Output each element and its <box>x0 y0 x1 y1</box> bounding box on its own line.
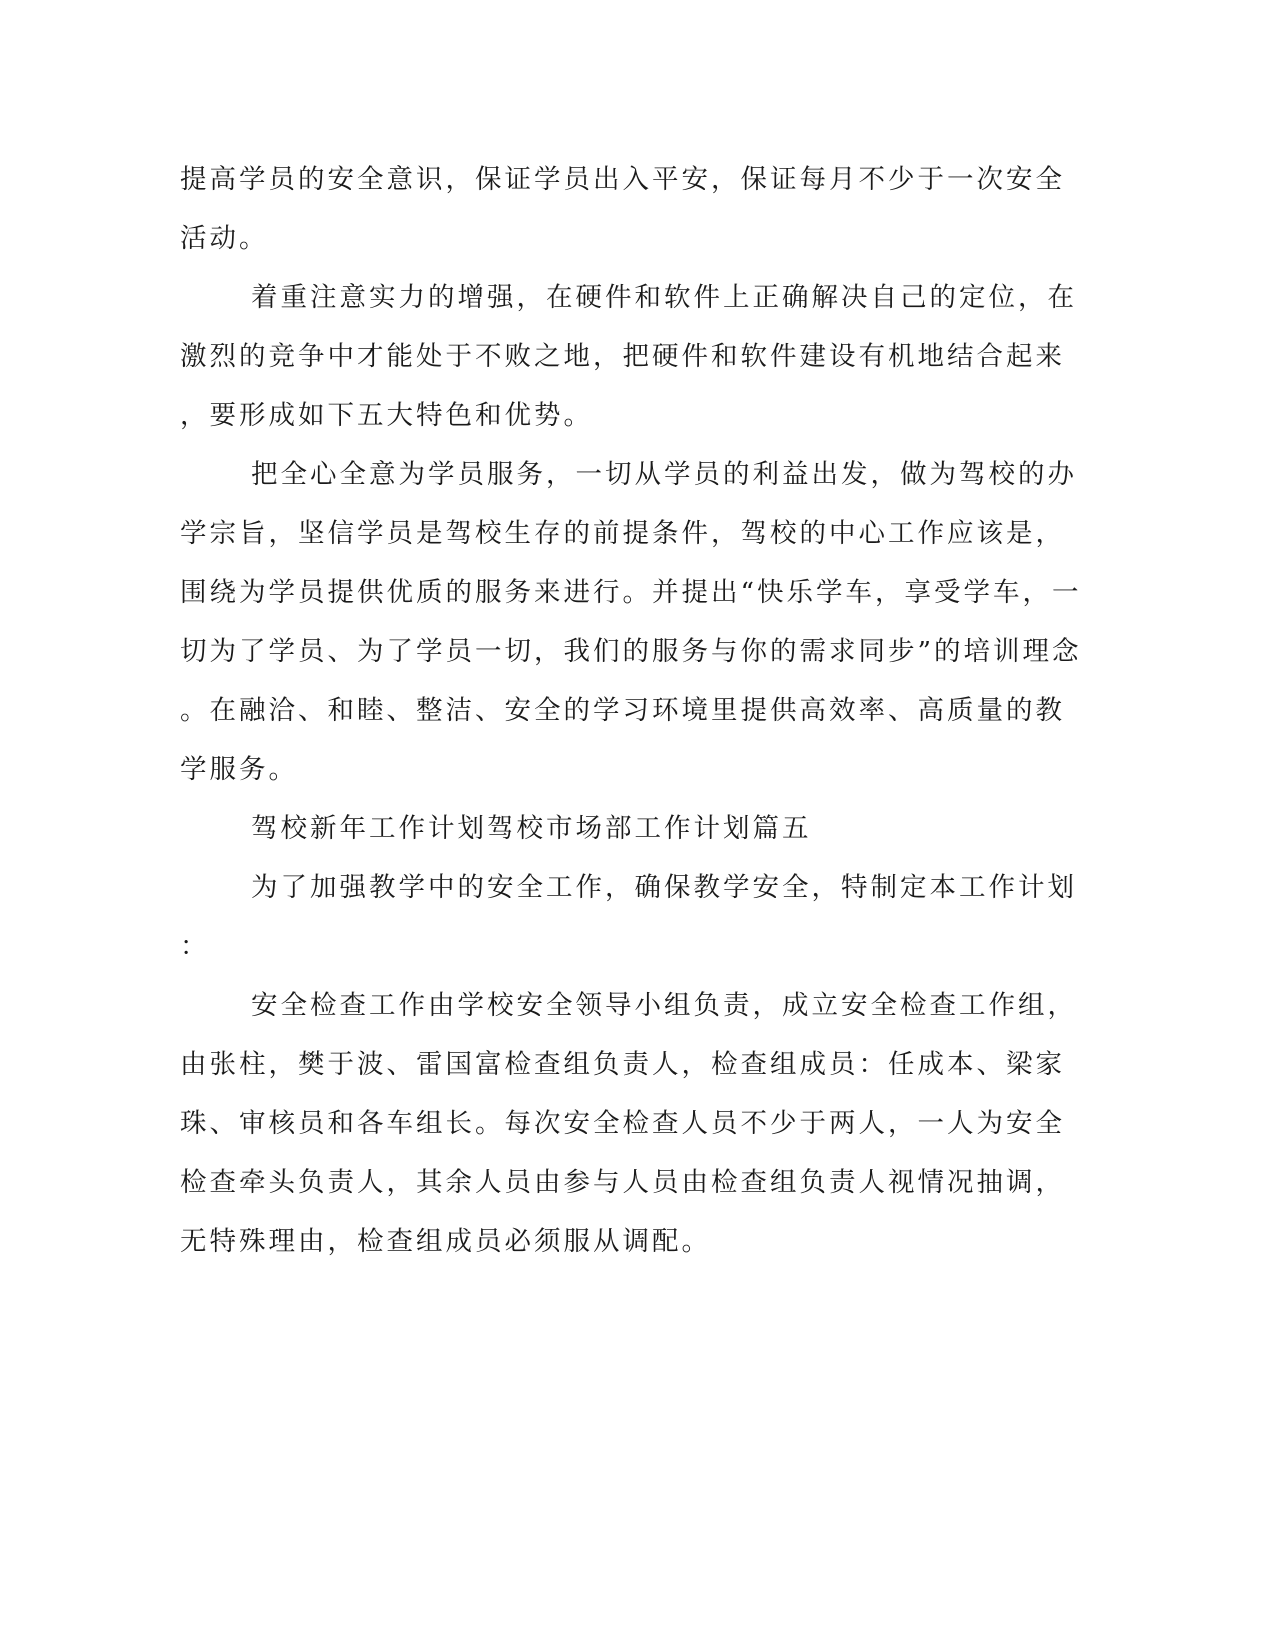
section-heading: 驾校新年工作计划驾校市场部工作计划篇五 <box>251 813 812 844</box>
text-line: 由张柱，樊于波、雷国富检查组负责人，检查组成员：任成本、梁家 <box>180 1049 1065 1080</box>
text-line: 珠、审核员和各车组长。每次安全检查人员不少于两人，一人为安全 <box>180 1108 1065 1139</box>
text-line: 切为了学员、为了学员一切，我们的服务与你的需求同步”的培训理念 <box>180 636 1082 667</box>
text-line: 学宗旨，坚信学员是驾校生存的前提条件，驾校的中心工作应该是， <box>180 518 1065 549</box>
text-line: 。在融洽、和睦、整洁、安全的学习环境里提供高效率、高质量的教 <box>180 695 1065 726</box>
text-line: ： <box>180 931 210 962</box>
text-line: 围绕为学员提供优质的服务来进行。并提出“快乐学车，享受学车，一 <box>180 577 1082 608</box>
text-line: 活动。 <box>180 223 269 254</box>
text-line: 为了加强教学中的安全工作，确保教学安全，特制定本工作计划 <box>251 872 1077 903</box>
text-line: 安全检查工作由学校安全领导小组负责，成立安全检查工作组， <box>251 990 1077 1021</box>
text-line: 着重注意实力的增强，在硬件和软件上正确解决自己的定位，在 <box>251 282 1077 313</box>
text-line: 提高学员的安全意识，保证学员出入平安，保证每月不少于一次安全 <box>180 164 1065 195</box>
text-line: 把全心全意为学员服务，一切从学员的利益出发，做为驾校的办 <box>251 459 1077 490</box>
text-line: 激烈的竞争中才能处于不败之地，把硬件和软件建设有机地结合起来 <box>180 341 1065 372</box>
text-line: 无特殊理由，检查组成员必须服从调配。 <box>180 1226 711 1257</box>
text-line: 学服务。 <box>180 754 298 785</box>
text-line: ，要形成如下五大特色和优势。 <box>180 400 593 431</box>
text-line: 检查牵头负责人，其余人员由参与人员由检查组负责人视情况抽调， <box>180 1167 1065 1198</box>
